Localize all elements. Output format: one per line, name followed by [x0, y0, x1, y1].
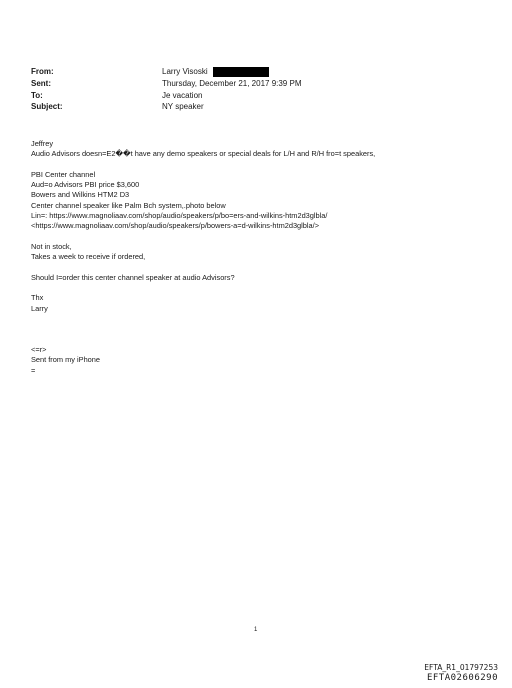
body-line: Should I=order this center channel speaker at audio Advisors? — [31, 272, 235, 282]
body-line: Jeffrey — [31, 139, 54, 148]
body-line — [31, 324, 491, 334]
page-number: 1 — [254, 627, 258, 633]
body-line — [31, 232, 491, 242]
from-value: Larry Visoski — [162, 67, 208, 76]
body-line: Sent from my iPhone — [31, 355, 101, 365]
body-line — [31, 314, 491, 324]
body-line: Not in stock, — [31, 241, 72, 251]
body-line: Larry — [31, 303, 48, 313]
body-line: Audio Advisors doesn=E2��t have any demo speakers or special deals for L/H and R/H fro=t speakers, — [31, 149, 376, 159]
body-line: Bowers and Wilkins HTM2 D3 — [31, 190, 130, 200]
redaction-box — [213, 67, 269, 77]
email-body — [31, 139, 491, 376]
document-reference-large: EFTA02606290 — [426, 673, 498, 683]
body-line — [31, 283, 491, 293]
body-line: <=r> — [31, 344, 47, 354]
from-label: From: — [31, 67, 54, 76]
body-line: PBI Center channel — [31, 169, 96, 179]
body-line: = — [31, 365, 36, 375]
body-link: Lin=: https://www.magnoliaav.com/shop/audio/speakers/p/bo=ers-and-wilkins-htm2d3glbla/ — [31, 211, 328, 221]
body-line — [31, 160, 491, 170]
body-line — [31, 263, 491, 273]
document-reference-small: EFTA_R1_01797253 — [424, 663, 498, 672]
subject-value: NY speaker — [162, 102, 204, 111]
body-line: Thx — [31, 293, 44, 303]
body-line: Aud=o Advisors PBI price $3,600 — [31, 180, 140, 190]
sent-value: Thursday, December 21, 2017 9:39 PM — [162, 79, 302, 88]
body-line: Takes a week to receive if ordered, — [31, 252, 146, 262]
subject-label: Subject: — [31, 102, 63, 111]
to-label: To: — [31, 91, 43, 100]
body-link: <https://www.magnoliaav.com/shop/audio/speakers/p/bowers-a=d-wilkins-htm2d3glbla/> — [31, 221, 320, 231]
sent-label: Sent: — [31, 79, 51, 88]
body-line — [31, 335, 491, 345]
to-value: Je vacation — [162, 91, 203, 100]
body-line: Center channel speaker like Palm Bch system,.photo below — [31, 200, 226, 210]
